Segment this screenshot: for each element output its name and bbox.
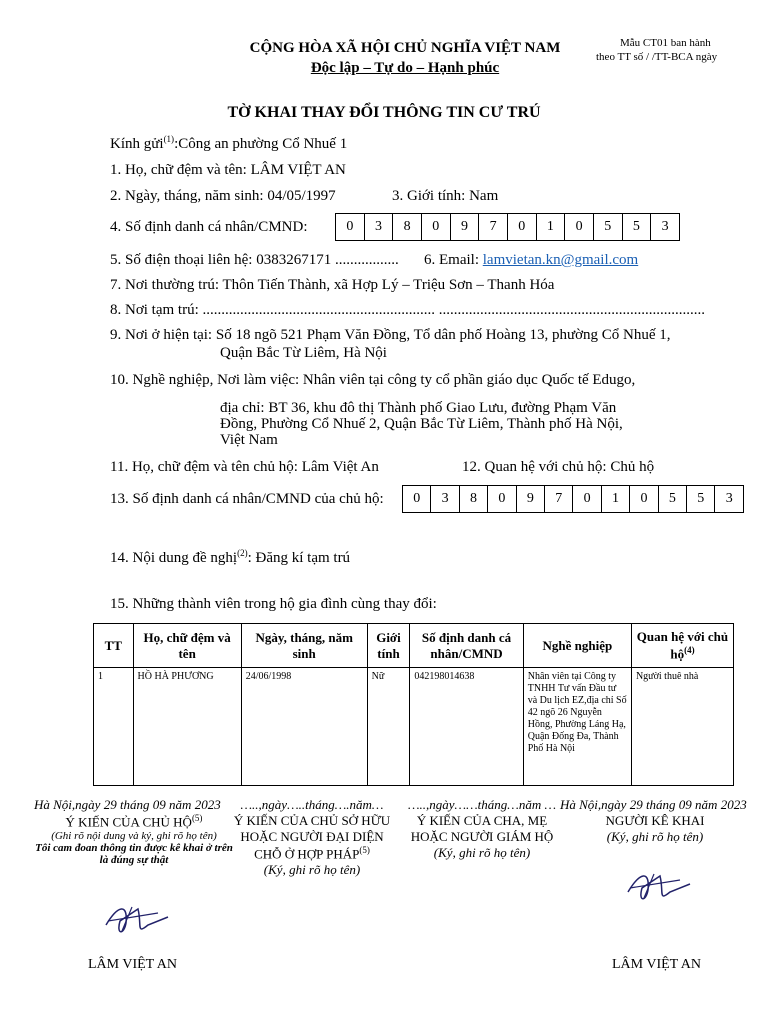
field-permanent-address: 7. Nơi thường trú: Thôn Tiến Thành, xã Hợp Lý – Triệu Sơn – Thanh Hóa bbox=[110, 277, 555, 293]
col-header-name: Họ, chữ đệm và tên bbox=[133, 624, 241, 668]
national-motto: Độc lập – Tự do – Hạnh phúc bbox=[310, 60, 500, 76]
id-digit-box: 5 bbox=[622, 214, 651, 241]
field-birth-date: 2. Ngày, tháng, năm sinh: 04/05/1997 bbox=[110, 188, 336, 204]
recipient-value: :Công an phường Cổ Nhuế 1 bbox=[174, 136, 348, 152]
cell-id: 042198014638 bbox=[410, 668, 523, 786]
country-name: CỘNG HÒA XÃ HỘI CHỦ NGHĨA VIỆT NAM bbox=[249, 40, 561, 56]
id-digit-box: 7 bbox=[545, 486, 573, 513]
id-digit-box: 8 bbox=[459, 486, 487, 513]
sig2-title: Ý KIẾN CỦA CHỦ SỞ HỮU HOẶC NGƯỜI ĐẠI DIỆN CHỖ Ở HỢP PHÁP bbox=[233, 813, 391, 862]
declarant-signature bbox=[620, 862, 700, 912]
email-link[interactable]: lamvietan.kn@gmail.com bbox=[482, 252, 639, 268]
field-occupation-line1: 10. Nghề nghiệp, Nơi làm việc: Nhân viên tại công ty cổ phần giáo dục Quốc tế Edugo, bbox=[110, 372, 636, 388]
sig2-note: (Ký, ghi rõ họ tên) bbox=[263, 862, 361, 878]
id-digit-box: 3 bbox=[431, 486, 459, 513]
field-head-id-label: 13. Số định danh cá nhân/CMND của chủ hộ: bbox=[110, 491, 384, 507]
cell-job: Nhân viên tại Công ty TNHH Tư vấn Đầu tư và Du lịch EZ,địa chỉ Số 42 ngõ 26 Nguyễn Hồng, Phường Láng Hạ, Quận Đống Đa, Thành Phố Hà Nội bbox=[523, 668, 631, 786]
id-digit-box: 0 bbox=[336, 214, 365, 241]
id-digit-box: 3 bbox=[364, 214, 393, 241]
sig4-date: Hà Nội,ngày 29 tháng 09 năm 2023 bbox=[560, 797, 747, 812]
id-digit-box: 0 bbox=[403, 486, 431, 513]
cell-tt: 1 bbox=[94, 668, 134, 786]
id-digit-box: 7 bbox=[479, 214, 508, 241]
sig2-sup: (5) bbox=[359, 845, 370, 855]
id-digit-box: 5 bbox=[593, 214, 622, 241]
sig3-title: Ý KIẾN CỦA CHA, MẸ HOẶC NGƯỜI GIÁM HỘ bbox=[410, 813, 554, 844]
head-id-number-boxes bbox=[402, 485, 744, 513]
sig3-date: …..,ngày……tháng…năm … bbox=[407, 797, 557, 812]
id-digit-box: 0 bbox=[488, 486, 516, 513]
id-digit-box: 9 bbox=[516, 486, 544, 513]
signature-block-guardian bbox=[402, 797, 562, 861]
id-digit-box: 9 bbox=[450, 214, 479, 241]
form-code-line1: Mẫu CT01 ban hành bbox=[620, 37, 711, 49]
field-members-heading: 15. Những thành viên trong hộ gia đình cùng thay đổi: bbox=[110, 596, 437, 612]
col-header-relation-sup: (4) bbox=[684, 644, 695, 655]
id-digit-box: 3 bbox=[715, 486, 744, 513]
form-title: TỜ KHAI THAY ĐỔI THÔNG TIN CƯ TRÚ bbox=[227, 104, 541, 121]
sig2-date: …..,ngày…..tháng….năm… bbox=[240, 797, 384, 812]
sig1-note: (Ghi rõ nội dung và ký, ghi rõ họ tên) bbox=[51, 830, 217, 843]
id-digit-box: 3 bbox=[651, 214, 680, 241]
form-code-line2: theo TT số / /TT-BCA ngày bbox=[596, 51, 718, 63]
col-header-gender: Giới tính bbox=[367, 624, 410, 668]
field-id-label: 4. Số định danh cá nhân/CMND: bbox=[110, 219, 308, 235]
id-number-boxes bbox=[335, 213, 680, 241]
field-temporary-address: 8. Nơi tạm trú: .............................................................. ....................................................................... bbox=[110, 302, 706, 318]
id-digit-box: 5 bbox=[658, 486, 686, 513]
id-digit-box: 0 bbox=[507, 214, 536, 241]
field-current-address-line1: 9. Nơi ở hiện tại: Số 18 ngõ 521 Phạm Văn Đồng, Tổ dân phố Hoàng 13, phường Cổ Nhuế 1, bbox=[110, 327, 671, 343]
sig1-sup: (5) bbox=[191, 813, 203, 823]
head-signature bbox=[98, 895, 178, 945]
col-header-tt: TT bbox=[94, 624, 134, 668]
signature-block-declarant bbox=[560, 797, 750, 845]
id-digit-box: 1 bbox=[601, 486, 629, 513]
field-request bbox=[110, 548, 350, 567]
sig2-title-wrap bbox=[232, 813, 392, 862]
members-table bbox=[93, 623, 734, 786]
table-row bbox=[94, 668, 734, 786]
field-occupation-line2: địa chỉ: BT 36, khu đô thị Thành phố Giao Lưu, đường Phạm Văn bbox=[220, 400, 617, 416]
field-email bbox=[424, 252, 638, 269]
id-digit-box: 0 bbox=[565, 214, 594, 241]
request-value: : Đăng kí tạm trú bbox=[247, 550, 351, 566]
sig3-note: (Ký, ghi rõ họ tên) bbox=[433, 845, 531, 860]
members-header-row bbox=[94, 624, 734, 668]
sig1-name: LÂM VIỆT AN bbox=[88, 957, 177, 972]
col-header-id: Số định danh cá nhân/CMND bbox=[410, 624, 523, 668]
recipient-sup: (1) bbox=[163, 134, 175, 144]
sig1-title-wrap bbox=[34, 813, 234, 830]
cell-name: HỒ HÀ PHƯƠNG bbox=[133, 668, 241, 786]
cell-dob: 24/06/1998 bbox=[241, 668, 367, 786]
id-digit-box: 5 bbox=[687, 486, 715, 513]
col-header-relation bbox=[631, 624, 733, 668]
cell-gender: Nữ bbox=[367, 668, 410, 786]
sig4-title: NGƯỜI KÊ KHAI bbox=[605, 813, 705, 828]
col-header-job: Nghề nghiệp bbox=[523, 624, 631, 668]
signature-block-head bbox=[34, 797, 234, 866]
col-header-relation-label: Quan hệ với chủ hộ bbox=[636, 628, 729, 662]
sig1-title: Ý KIẾN CỦA CHỦ HỘ bbox=[65, 814, 192, 830]
id-digit-box: 0 bbox=[421, 214, 450, 241]
field-full-name: 1. Họ, chữ đệm và tên: LÂM VIỆT AN bbox=[110, 162, 346, 178]
field-current-address-line2: Quận Bắc Từ Liêm, Hà Nội bbox=[220, 345, 387, 361]
cell-relation: Người thuê nhà bbox=[631, 668, 733, 786]
id-digit-box: 1 bbox=[536, 214, 565, 241]
sig4-name: LÂM VIỆT AN bbox=[612, 957, 701, 972]
sig1-commit: Tôi cam đoan thông tin được kê khai ở trên là đúng sự thật bbox=[35, 842, 233, 867]
sig4-note: (Ký, ghi rõ họ tên) bbox=[606, 829, 704, 844]
request-sup: (2) bbox=[237, 548, 248, 558]
id-digit-box: 8 bbox=[393, 214, 422, 241]
email-label: 6. Email: bbox=[424, 252, 483, 268]
recipient-line bbox=[110, 134, 347, 153]
field-phone: 5. Số điện thoại liên hệ: 0383267171 ................. bbox=[110, 252, 399, 268]
sig1-date: Hà Nội,ngày 29 tháng 09 năm 2023 bbox=[34, 797, 221, 812]
request-label: 14. Nội dung đề nghị bbox=[110, 550, 238, 566]
id-digit-box: 0 bbox=[573, 486, 601, 513]
field-occupation-line3: Đồng, Phường Cổ Nhuế 2, Quận Bắc Từ Liêm, Thành phố Hà Nội, bbox=[220, 416, 623, 432]
field-gender: 3. Giới tính: Nam bbox=[392, 188, 499, 204]
field-head-relation: 12. Quan hệ với chủ hộ: Chủ hộ bbox=[462, 459, 655, 475]
recipient-label: Kính gửi bbox=[110, 136, 164, 152]
col-header-dob: Ngày, tháng, năm sinh bbox=[241, 624, 367, 668]
field-occupation-line4: Việt Nam bbox=[220, 432, 278, 448]
field-head-name: 11. Họ, chữ đệm và tên chủ hộ: Lâm Việt An bbox=[110, 459, 379, 475]
id-digit-box: 0 bbox=[630, 486, 658, 513]
signature-block-owner bbox=[232, 797, 392, 878]
